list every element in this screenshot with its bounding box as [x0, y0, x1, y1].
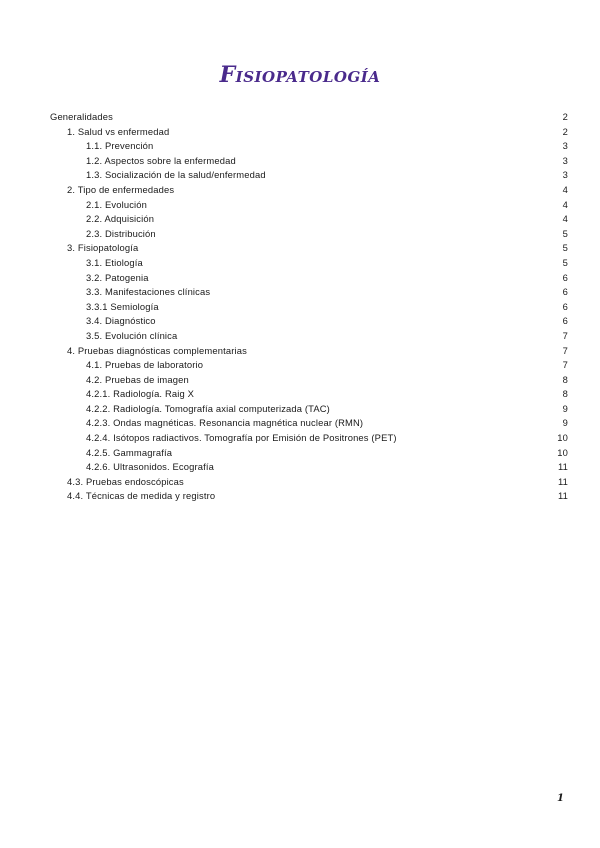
- toc-entry-label[interactable]: 1. Salud vs enfermedad: [67, 125, 170, 137]
- toc-entry-label[interactable]: 4.2.1. Radiología. Raig X: [86, 388, 194, 400]
- toc-entry[interactable]: [50, 387, 568, 402]
- toc-entry[interactable]: [50, 139, 568, 154]
- toc-entry-page[interactable]: 3: [562, 140, 568, 152]
- toc-entry[interactable]: [50, 168, 568, 183]
- toc-entry-page[interactable]: 11: [557, 461, 568, 473]
- toc-entry-page[interactable]: 4: [562, 213, 568, 225]
- toc-entry-label[interactable]: 4.1. Pruebas de laboratorio: [86, 359, 204, 371]
- toc-entry-label[interactable]: 3.3. Manifestaciones clínicas: [86, 286, 211, 298]
- toc-entry-label[interactable]: 3.5. Evolución clínica: [86, 329, 178, 341]
- toc-entry-page[interactable]: 11: [557, 475, 568, 487]
- toc-entry[interactable]: [50, 154, 568, 169]
- toc-entry-label[interactable]: Generalidades: [50, 111, 113, 122]
- toc-entry-page[interactable]: 5: [562, 242, 568, 254]
- toc-entry[interactable]: [50, 271, 568, 286]
- toc-entry[interactable]: [50, 460, 568, 475]
- toc-entry-label[interactable]: 4.2.5. Gammagrafía: [86, 446, 173, 458]
- toc-entry[interactable]: [50, 358, 568, 373]
- toc-entry-label[interactable]: 2.2. Adquisición: [86, 213, 155, 225]
- toc-entry-page[interactable]: 6: [562, 271, 568, 283]
- toc-entry[interactable]: [50, 241, 568, 256]
- toc-entry-page[interactable]: 9: [562, 417, 568, 429]
- toc-entry-label[interactable]: 4.4. Técnicas de medida y registro: [67, 490, 216, 502]
- toc-entry-label[interactable]: 4.2. Pruebas de imagen: [86, 373, 189, 385]
- toc-entry-page[interactable]: 6: [562, 286, 568, 298]
- toc-entry-label[interactable]: 3. Fisiopatología: [67, 242, 139, 254]
- toc-entry[interactable]: [50, 344, 568, 359]
- toc-entry-label[interactable]: 3.1. Etiología: [86, 256, 143, 268]
- toc-entry-page[interactable]: 6: [562, 300, 568, 312]
- toc-entry[interactable]: [50, 183, 568, 198]
- toc-entry[interactable]: [50, 110, 568, 125]
- toc-entry-page[interactable]: 5: [562, 256, 568, 268]
- toc-entry-page[interactable]: 10: [557, 432, 568, 444]
- toc-entry[interactable]: [50, 300, 568, 315]
- toc-entry[interactable]: [50, 373, 568, 388]
- toc-entry-label[interactable]: 3.2. Patogenia: [86, 271, 149, 283]
- page-number: 1: [557, 793, 564, 804]
- toc-entry-label[interactable]: 2. Tipo de enfermedades: [67, 183, 175, 195]
- page-title: Fisiopatología: [219, 62, 381, 88]
- toc-entry-label[interactable]: 1.3. Socialización de la salud/enfermedad: [86, 169, 266, 181]
- toc-entry-label[interactable]: 2.1. Evolución: [86, 198, 147, 210]
- toc-entry[interactable]: [50, 125, 568, 140]
- toc-entry-label[interactable]: 2.3. Distribución: [86, 227, 156, 239]
- toc-entry-page[interactable]: 4: [562, 198, 568, 210]
- toc-entry[interactable]: [50, 475, 568, 490]
- table-of-contents: [50, 110, 568, 504]
- toc-entry-page[interactable]: 3: [562, 169, 568, 181]
- toc-entry-page[interactable]: 8: [562, 388, 568, 400]
- toc-entry-page[interactable]: 6: [562, 315, 568, 327]
- toc-entry-label[interactable]: 4.2.6. Ultrasonidos. Ecografía: [86, 461, 215, 473]
- toc-entry-page[interactable]: 11: [557, 490, 568, 502]
- toc-entry-label[interactable]: 1.1. Prevención: [86, 140, 154, 152]
- toc-entry-label[interactable]: 4.2.2. Radiología. Tomografía axial computerizada (TAC): [86, 402, 330, 414]
- toc-entry-label[interactable]: 4.3. Pruebas endoscópicas: [67, 475, 184, 487]
- toc-entry[interactable]: [50, 285, 568, 300]
- toc-entry-label[interactable]: 4. Pruebas diagnósticas complementarias: [67, 344, 247, 356]
- toc-entry-page[interactable]: 10: [557, 446, 568, 458]
- toc-entry-page[interactable]: 7: [562, 359, 568, 371]
- toc-entry[interactable]: [50, 431, 568, 446]
- toc-entry-page[interactable]: 8: [562, 373, 568, 385]
- toc-entry[interactable]: [50, 329, 568, 344]
- toc-entry[interactable]: [50, 489, 568, 504]
- toc-entry-page[interactable]: 7: [562, 329, 568, 341]
- toc-entry[interactable]: [50, 212, 568, 227]
- toc-entry-page[interactable]: 9: [562, 402, 568, 414]
- toc-entry-label[interactable]: 3.4. Diagnóstico: [86, 315, 156, 327]
- toc-entry[interactable]: [50, 314, 568, 329]
- toc-entry[interactable]: [50, 416, 568, 431]
- toc-entry-label[interactable]: 3.3.1 Semiología: [86, 300, 159, 312]
- toc-entry-label[interactable]: 4.2.3. Ondas magnéticas. Resonancia magnética nuclear (RMN): [86, 417, 364, 429]
- toc-entry-page[interactable]: 3: [562, 154, 568, 166]
- toc-entry-label[interactable]: 1.2. Aspectos sobre la enfermedad: [86, 154, 236, 166]
- toc-entry[interactable]: [50, 446, 568, 461]
- toc-entry[interactable]: [50, 256, 568, 271]
- toc-entry-label[interactable]: 4.2.4. Isótopos radiactivos. Tomografía por Emisión de Positrones (PET): [86, 432, 397, 444]
- toc-entry-page[interactable]: 2: [562, 125, 568, 137]
- toc-entry-page[interactable]: 4: [562, 183, 568, 195]
- toc-entry[interactable]: [50, 227, 568, 242]
- toc-entry-page[interactable]: 5: [562, 227, 568, 239]
- toc-entry-page[interactable]: 7: [562, 344, 568, 356]
- toc-entry-page[interactable]: 2: [562, 111, 568, 122]
- toc-entry[interactable]: [50, 402, 568, 417]
- toc-entry[interactable]: [50, 198, 568, 213]
